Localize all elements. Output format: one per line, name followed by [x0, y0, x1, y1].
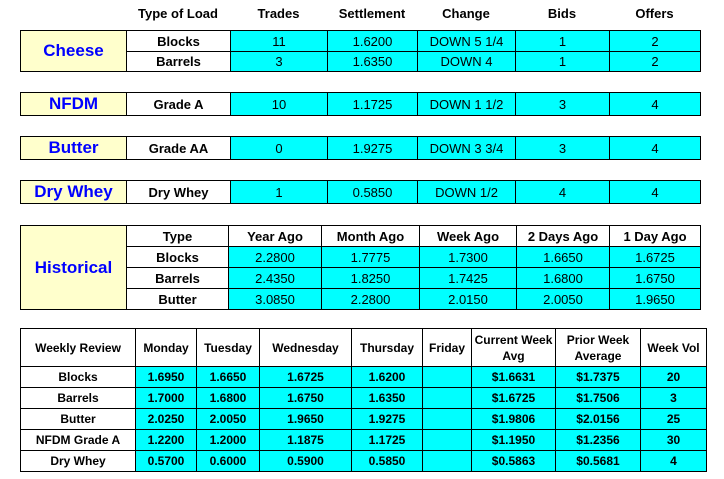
- weekly-cell: 3: [641, 388, 707, 409]
- header-type-of-load: Type of Load: [138, 6, 218, 21]
- weekly-cell: 0.5700: [136, 451, 197, 472]
- hist-row-label: Barrels: [127, 268, 229, 289]
- weekly-header-thursday: Thursday: [352, 329, 423, 367]
- weekly-cell: [423, 451, 472, 472]
- table-row: [21, 451, 707, 472]
- weekly-cell: 30: [641, 430, 707, 451]
- weekly-cell: 0.5850: [352, 451, 423, 472]
- nfdm-type: Grade A: [127, 93, 231, 116]
- weekly-cell: $1.6725: [472, 388, 556, 409]
- weekly-cell: 1.1875: [260, 430, 352, 451]
- weekly-cell: 1.9650: [260, 409, 352, 430]
- table-row: [21, 367, 707, 388]
- weekly-cell: 4: [641, 451, 707, 472]
- hist-cell: 1.6650: [517, 247, 610, 268]
- hist-header-year-ago: Year Ago: [229, 226, 322, 247]
- weekly-cell: 2.0050: [197, 409, 260, 430]
- hist-cell: 1.6725: [610, 247, 701, 268]
- weekly-cell: 2.0250: [136, 409, 197, 430]
- weekly-header-wednesday: Wednesday: [260, 329, 352, 367]
- hist-header-week-ago: Week Ago: [420, 226, 517, 247]
- weekly-cell: 0.6000: [197, 451, 260, 472]
- weekly-header-monday: Monday: [136, 329, 197, 367]
- cheese-barrels-settlement: 1.6350: [328, 52, 418, 72]
- hist-cell: 2.2800: [322, 289, 420, 310]
- header-settlement: Settlement: [338, 6, 406, 21]
- hist-cell: 2.4350: [229, 268, 322, 289]
- table-row: [21, 430, 707, 451]
- butter-change: DOWN 3 3/4: [418, 137, 516, 160]
- butter-trades: 0: [231, 137, 328, 160]
- weekly-cell: 1.1725: [352, 430, 423, 451]
- nfdm-table: [20, 92, 701, 116]
- weekly-cell: 1.6650: [197, 367, 260, 388]
- hist-cell: 3.0850: [229, 289, 322, 310]
- cheese-blocks-type: Blocks: [127, 31, 231, 52]
- cheese-barrels-change: DOWN 4: [418, 52, 516, 72]
- dry-whey-offers: 4: [610, 181, 701, 204]
- weekly-cell: 20: [641, 367, 707, 388]
- cheese-blocks-bids: 1: [516, 31, 610, 52]
- weekly-cell: $1.6631: [472, 367, 556, 388]
- weekly-row-label: Barrels: [21, 388, 136, 409]
- historical-table: [20, 225, 701, 310]
- weekly-cell: [423, 388, 472, 409]
- weekly-cell: [423, 430, 472, 451]
- nfdm-change: DOWN 1 1/2: [418, 93, 516, 116]
- cheese-barrels-trades: 3: [231, 52, 328, 72]
- header-change: Change: [442, 6, 490, 21]
- weekly-cell: $1.9806: [472, 409, 556, 430]
- butter-settlement: 1.9275: [328, 137, 418, 160]
- nfdm-bids: 3: [516, 93, 610, 116]
- weekly-cell: [423, 409, 472, 430]
- butter-table: [20, 136, 701, 160]
- weekly-cell: 1.6350: [352, 388, 423, 409]
- dry-whey-trades: 1: [231, 181, 328, 204]
- butter-type: Grade AA: [127, 137, 231, 160]
- cheese-barrels-bids: 1: [516, 52, 610, 72]
- weekly-row-label: Dry Whey: [21, 451, 136, 472]
- weekly-cell: $1.7375: [556, 367, 641, 388]
- cheese-table: [20, 30, 701, 72]
- weekly-cell: $1.2356: [556, 430, 641, 451]
- weekly-row-label: NFDM Grade A: [21, 430, 136, 451]
- dry-whey-table: [20, 180, 701, 204]
- weekly-header-prior-week-average: Prior Week Average: [556, 329, 641, 367]
- hist-header-month-ago: Month Ago: [322, 226, 420, 247]
- weekly-header-friday: Friday: [423, 329, 472, 367]
- weekly-row-label: Butter: [21, 409, 136, 430]
- weekly-header-tuesday: Tuesday: [197, 329, 260, 367]
- dry-whey-change: DOWN 1/2: [418, 181, 516, 204]
- historical-label: Historical: [21, 226, 127, 310]
- table-row: [21, 409, 707, 430]
- cheese-blocks-offers: 2: [610, 31, 701, 52]
- hist-cell: 2.0150: [420, 289, 517, 310]
- hist-cell: 1.8250: [322, 268, 420, 289]
- dry-whey-bids: 4: [516, 181, 610, 204]
- hist-cell: 2.0050: [517, 289, 610, 310]
- weekly-header-week-vol: Week Vol: [641, 329, 707, 367]
- butter-bids: 3: [516, 137, 610, 160]
- butter-offers: 4: [610, 137, 701, 160]
- nfdm-settlement: 1.1725: [328, 93, 418, 116]
- table-row: [21, 388, 707, 409]
- weekly-cell: $2.0156: [556, 409, 641, 430]
- nfdm-trades: 10: [231, 93, 328, 116]
- hist-header-1-day-ago: 1 Day Ago: [610, 226, 701, 247]
- hist-cell: 1.9650: [610, 289, 701, 310]
- weekly-cell: 25: [641, 409, 707, 430]
- weekly-cell: 1.9275: [352, 409, 423, 430]
- weekly-cell: 1.2200: [136, 430, 197, 451]
- cheese-barrels-offers: 2: [610, 52, 701, 72]
- hist-cell: 1.7425: [420, 268, 517, 289]
- cheese-label: Cheese: [21, 31, 127, 72]
- cheese-blocks-change: DOWN 5 1/4: [418, 31, 516, 52]
- weekly-cell: $0.5681: [556, 451, 641, 472]
- dry-whey-settlement: 0.5850: [328, 181, 418, 204]
- weekly-review-table: [20, 328, 707, 472]
- cheese-blocks-settlement: 1.6200: [328, 31, 418, 52]
- weekly-cell: 1.6200: [352, 367, 423, 388]
- weekly-cell: 1.2000: [197, 430, 260, 451]
- header-bids: Bids: [547, 6, 577, 21]
- weekly-cell: $1.7506: [556, 388, 641, 409]
- weekly-cell: 1.7000: [136, 388, 197, 409]
- weekly-cell: 1.6725: [260, 367, 352, 388]
- weekly-row-label: Blocks: [21, 367, 136, 388]
- weekly-cell: 1.6750: [260, 388, 352, 409]
- hist-row-label: Butter: [127, 289, 229, 310]
- hist-cell: 1.6750: [610, 268, 701, 289]
- header-trades: Trades: [257, 6, 300, 21]
- hist-cell: 1.7300: [420, 247, 517, 268]
- hist-header-2-days-ago: 2 Days Ago: [517, 226, 610, 247]
- hist-row-label: Blocks: [127, 247, 229, 268]
- weekly-cell: [423, 367, 472, 388]
- dry-whey-type: Dry Whey: [127, 181, 231, 204]
- nfdm-offers: 4: [610, 93, 701, 116]
- weekly-cell: $0.5863: [472, 451, 556, 472]
- nfdm-label: NFDM: [21, 93, 127, 116]
- weekly-header-label: Weekly Review: [21, 329, 136, 367]
- header-offers: Offers: [635, 6, 674, 21]
- weekly-header-current-week-avg: Current Week Avg: [472, 329, 556, 367]
- hist-cell: 1.7775: [322, 247, 420, 268]
- weekly-cell: 1.6950: [136, 367, 197, 388]
- hist-cell: 2.2800: [229, 247, 322, 268]
- cheese-blocks-trades: 11: [231, 31, 328, 52]
- dry-whey-label: Dry Whey: [21, 181, 127, 204]
- weekly-cell: 1.6800: [197, 388, 260, 409]
- weekly-cell: 0.5900: [260, 451, 352, 472]
- butter-label: Butter: [21, 137, 127, 160]
- hist-cell: 1.6800: [517, 268, 610, 289]
- hist-header-type: Type: [127, 226, 229, 247]
- weekly-cell: $1.1950: [472, 430, 556, 451]
- cheese-barrels-type: Barrels: [127, 52, 231, 72]
